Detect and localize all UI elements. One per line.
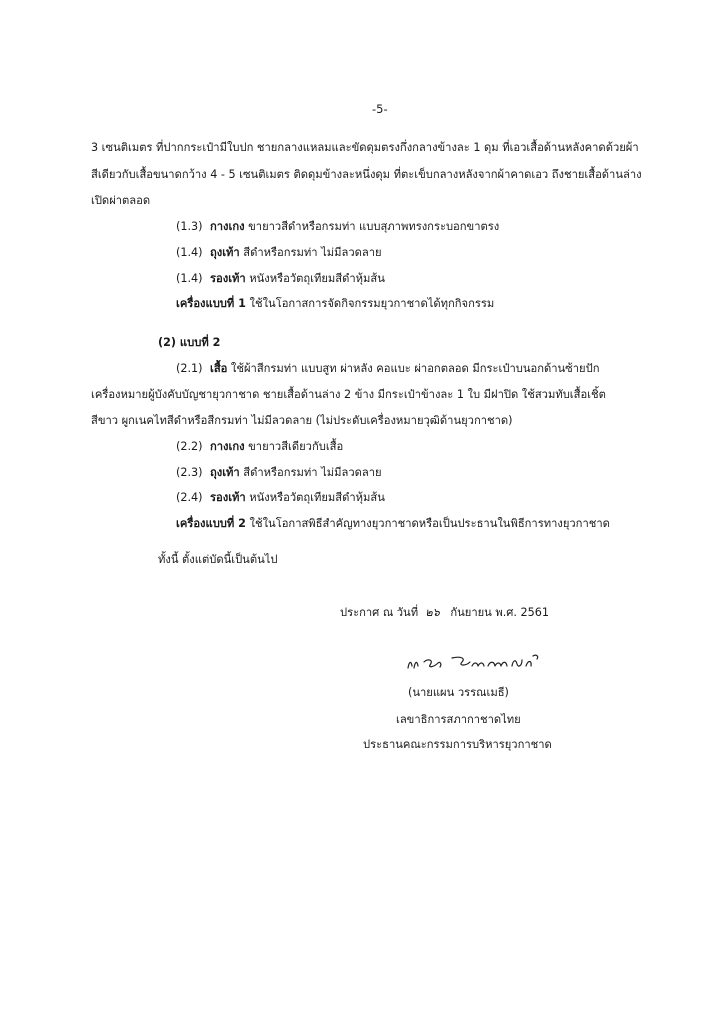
signature-image [400,648,550,676]
item-number: (2.2) [176,440,203,453]
item-label: ถุงเท้า [210,246,240,259]
uniform1-usage [176,296,494,312]
item-label: รองเท้า [210,491,246,504]
item-label: เสื้อ [210,362,228,375]
announcement-date [340,605,549,621]
item-1-3 [176,219,499,235]
item-number: (1.4) [176,272,203,285]
signer-name: (นายแผน วรรณเมธี) [408,686,509,699]
item-2-4 [176,490,385,506]
signer-title-1: เลขาธิการสภากาชาดไทย [396,713,521,726]
usage-text: ใช้ในโอกาสพิธีสำคัญทางยุวกาชาดหรือเป็นประธานในพิธีการทางยุวกาชาด [245,517,610,530]
item-text: สีดำหรือกรมท่า ไม่มีลวดลาย [239,246,382,259]
item-number: (2.1) [176,362,203,375]
announcement-prefix: ประกาศ ณ วันที่ [340,606,419,619]
item-text: ใช้ผ้าสีกรมท่า แบบสูท ผ่าหลัง คอแบะ ผ่าอกตลอด มีกระเป๋าบนอกด้านซ้ายปัก [227,362,600,375]
item-text: หนังหรือวัตถุเทียมสีดำหุ้มส้น [245,272,385,285]
paragraph2-line1 [176,361,599,377]
paragraph2-line3: สีขาว ผูกเนคไทสีดำหรือสีกรมท่า ไม่มีลวดลาย (ไม่ประดับเครื่องหมายวุฒิด้านยุวกาชาด) [91,414,513,427]
item-number: (1.3) [176,220,203,233]
item-2-2 [176,439,343,455]
usage-label: เครื่องแบบที่ 1 [176,297,246,310]
item-1-4-socks [176,245,382,261]
usage-label: เครื่องแบบที่ 2 [176,517,246,530]
item-text: สีดำหรือกรมท่า ไม่มีลวดลาย [239,466,382,479]
usage-text: ใช้ในโอกาสการจัดกิจกรรมยุวกาชาดได้ทุกกิจกรรม [245,297,495,310]
uniform2-usage [176,516,610,532]
item-label: รองเท้า [210,272,246,285]
announcement-day: ๒๖ [425,606,440,619]
item-label: ถุงเท้า [210,466,240,479]
item-text: หนังหรือวัตถุเทียมสีดำหุ้มส้น [245,491,385,504]
page-number: -5- [372,102,388,116]
signer-title-2: ประธานคณะกรรมการบริหารยุวกาชาด [363,738,552,751]
paragraph1-line3: เปิดผ่าตลอด [91,194,151,207]
item-number: (1.4) [176,246,203,259]
announcement-month-year: กันยายน พ.ศ. 2561 [450,606,549,619]
paragraph2-line2: เครื่องหมายผู้บังคับบัญชายุวกาชาด ชายเสื้อด้านล่าง 2 ข้าง มีกระเป๋าข้างละ 1 ใบ มีฝาปิด ใช้สวมทับเสื้อเชิ้ต [91,388,606,401]
item-2-3 [176,465,382,481]
item-label: กางเกง [210,440,245,453]
item-label: กางเกง [210,220,245,233]
section2-heading: (2) แบบที่ 2 [158,336,221,349]
item-1-4-shoes [176,271,385,287]
item-text: ขายาวสีเดียวกับเสื้อ [244,440,344,453]
item-text: ขายาวสีดำหรือกรมท่า แบบสุภาพทรงกระบอกขาตรง [244,220,500,233]
paragraph1-line1: 3 เซนติเมตร ที่ปากกระเป๋ามีใบปก ชายกลางแหลมและขัดดุมตรงกึ่งกลางข้างละ 1 ดุม ที่เอวเสื้อด้านหลังคาดด้วยผ้า [91,141,639,154]
item-number: (2.4) [176,491,203,504]
paragraph1-line2: สีเดียวกับเสื้อขนาดกว้าง 4 - 5 เซนติเมตร ติดดุมข้างละหนึ่งดุม ที่ตะเข็บกลางหลังจากผ้าคาดเอว ถึงชายเสื้อด้านล่าง [91,168,642,181]
item-number: (2.3) [176,466,203,479]
closing-statement: ทั้งนี้ ตั้งแต่บัดนี้เป็นต้นไป [158,553,278,566]
